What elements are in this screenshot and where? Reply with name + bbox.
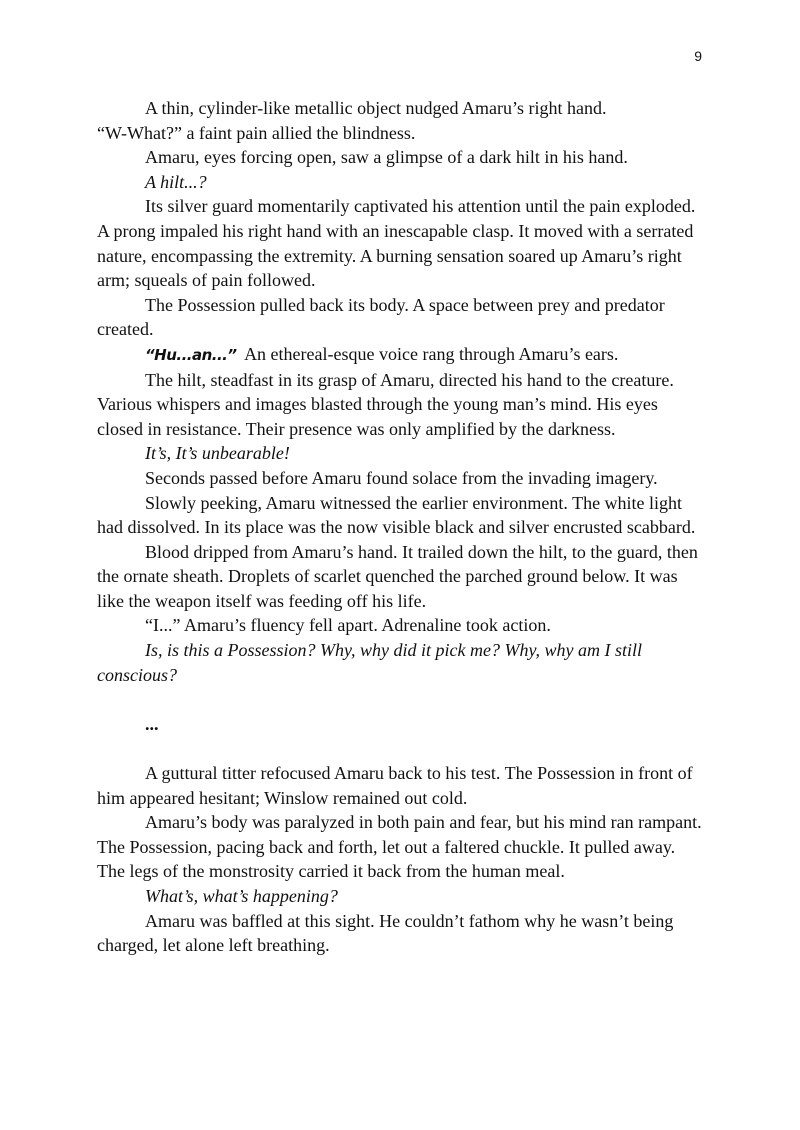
inner-thought: It’s, It’s unbearable!	[145, 443, 290, 464]
paragraph: “I...” Amaru’s fluency fell apart. Adrenaline took action.	[145, 615, 551, 636]
voice-paragraph	[97, 342, 707, 368]
inner-thought: A hilt...?	[145, 171, 207, 192]
scene-separator: ...	[145, 713, 159, 734]
paragraph: The hilt, steadfast in its grasp of Amaru, directed his hand to the creature. Various whispers and images blasted through the young man’s mind. His eyes closed in resistance. Their presence was only amplified by the darkness.	[97, 369, 674, 439]
dialogue-paragraph: “W-What?” a faint pain allied the blindness.	[97, 122, 416, 143]
paragraph: Amaru was baffled at this sight. He couldn’t fathom why he wasn’t being charged, let alone left breathing.	[97, 910, 674, 956]
page-number: 9	[694, 48, 702, 64]
paragraph: Its silver guard momentarily captivated his attention until the pain exploded. A prong impaled his right hand with an inescapable clasp. It moved with a serrated nature, encompassing the extremity. A burning sensation soared up Amaru’s right arm; squeals of pain followed.	[97, 196, 696, 291]
inner-thought: What’s, what’s happening?	[145, 886, 338, 906]
paragraph: The Possession pulled back its body. A space between prey and predator created.	[97, 294, 665, 340]
voice-paragraph-text: An ethereal-esque voice rang through Amaru’s ears.	[244, 343, 619, 364]
creature-voice-text: “Hu...an...”	[145, 345, 237, 364]
inner-thought: Is, is this a Possession? Why, why did it pick me? Why, why am I still conscious?	[97, 640, 642, 685]
paragraph: Amaru’s body was paralyzed in both pain and fear, but his mind ran rampant. The Possession, pacing back and forth, let out a faltered chuckle. It pulled away. The legs of the monstrosity carried it back from the human meal.	[97, 812, 702, 882]
paragraph: A guttural titter refocused Amaru back to his test. The Possession in front of him appeared hesitant; Winslow remained out cold.	[97, 763, 693, 808]
paragraph: Slowly peeking, Amaru witnessed the earlier environment. The white light had dissolved. In its place was the now visible black and silver encrusted scabbard.	[97, 492, 696, 538]
paragraph: Amaru, eyes forcing open, saw a glimpse of a dark hilt in his hand.	[145, 147, 628, 168]
spacer	[97, 687, 707, 712]
paragraph: A thin, cylinder-like metallic object nudged Amaru’s right hand.	[145, 98, 607, 118]
paragraph: Blood dripped from Amaru’s hand. It trailed down the hilt, to the guard, then the ornate sheath. Droplets of scarlet quenched the parched ground below. It was like the weapon itself was feeding off his life.	[97, 541, 698, 611]
paragraph: Seconds passed before Amaru found solace from the invading imagery.	[145, 467, 658, 488]
spacer	[97, 736, 707, 761]
story-body	[97, 96, 707, 958]
